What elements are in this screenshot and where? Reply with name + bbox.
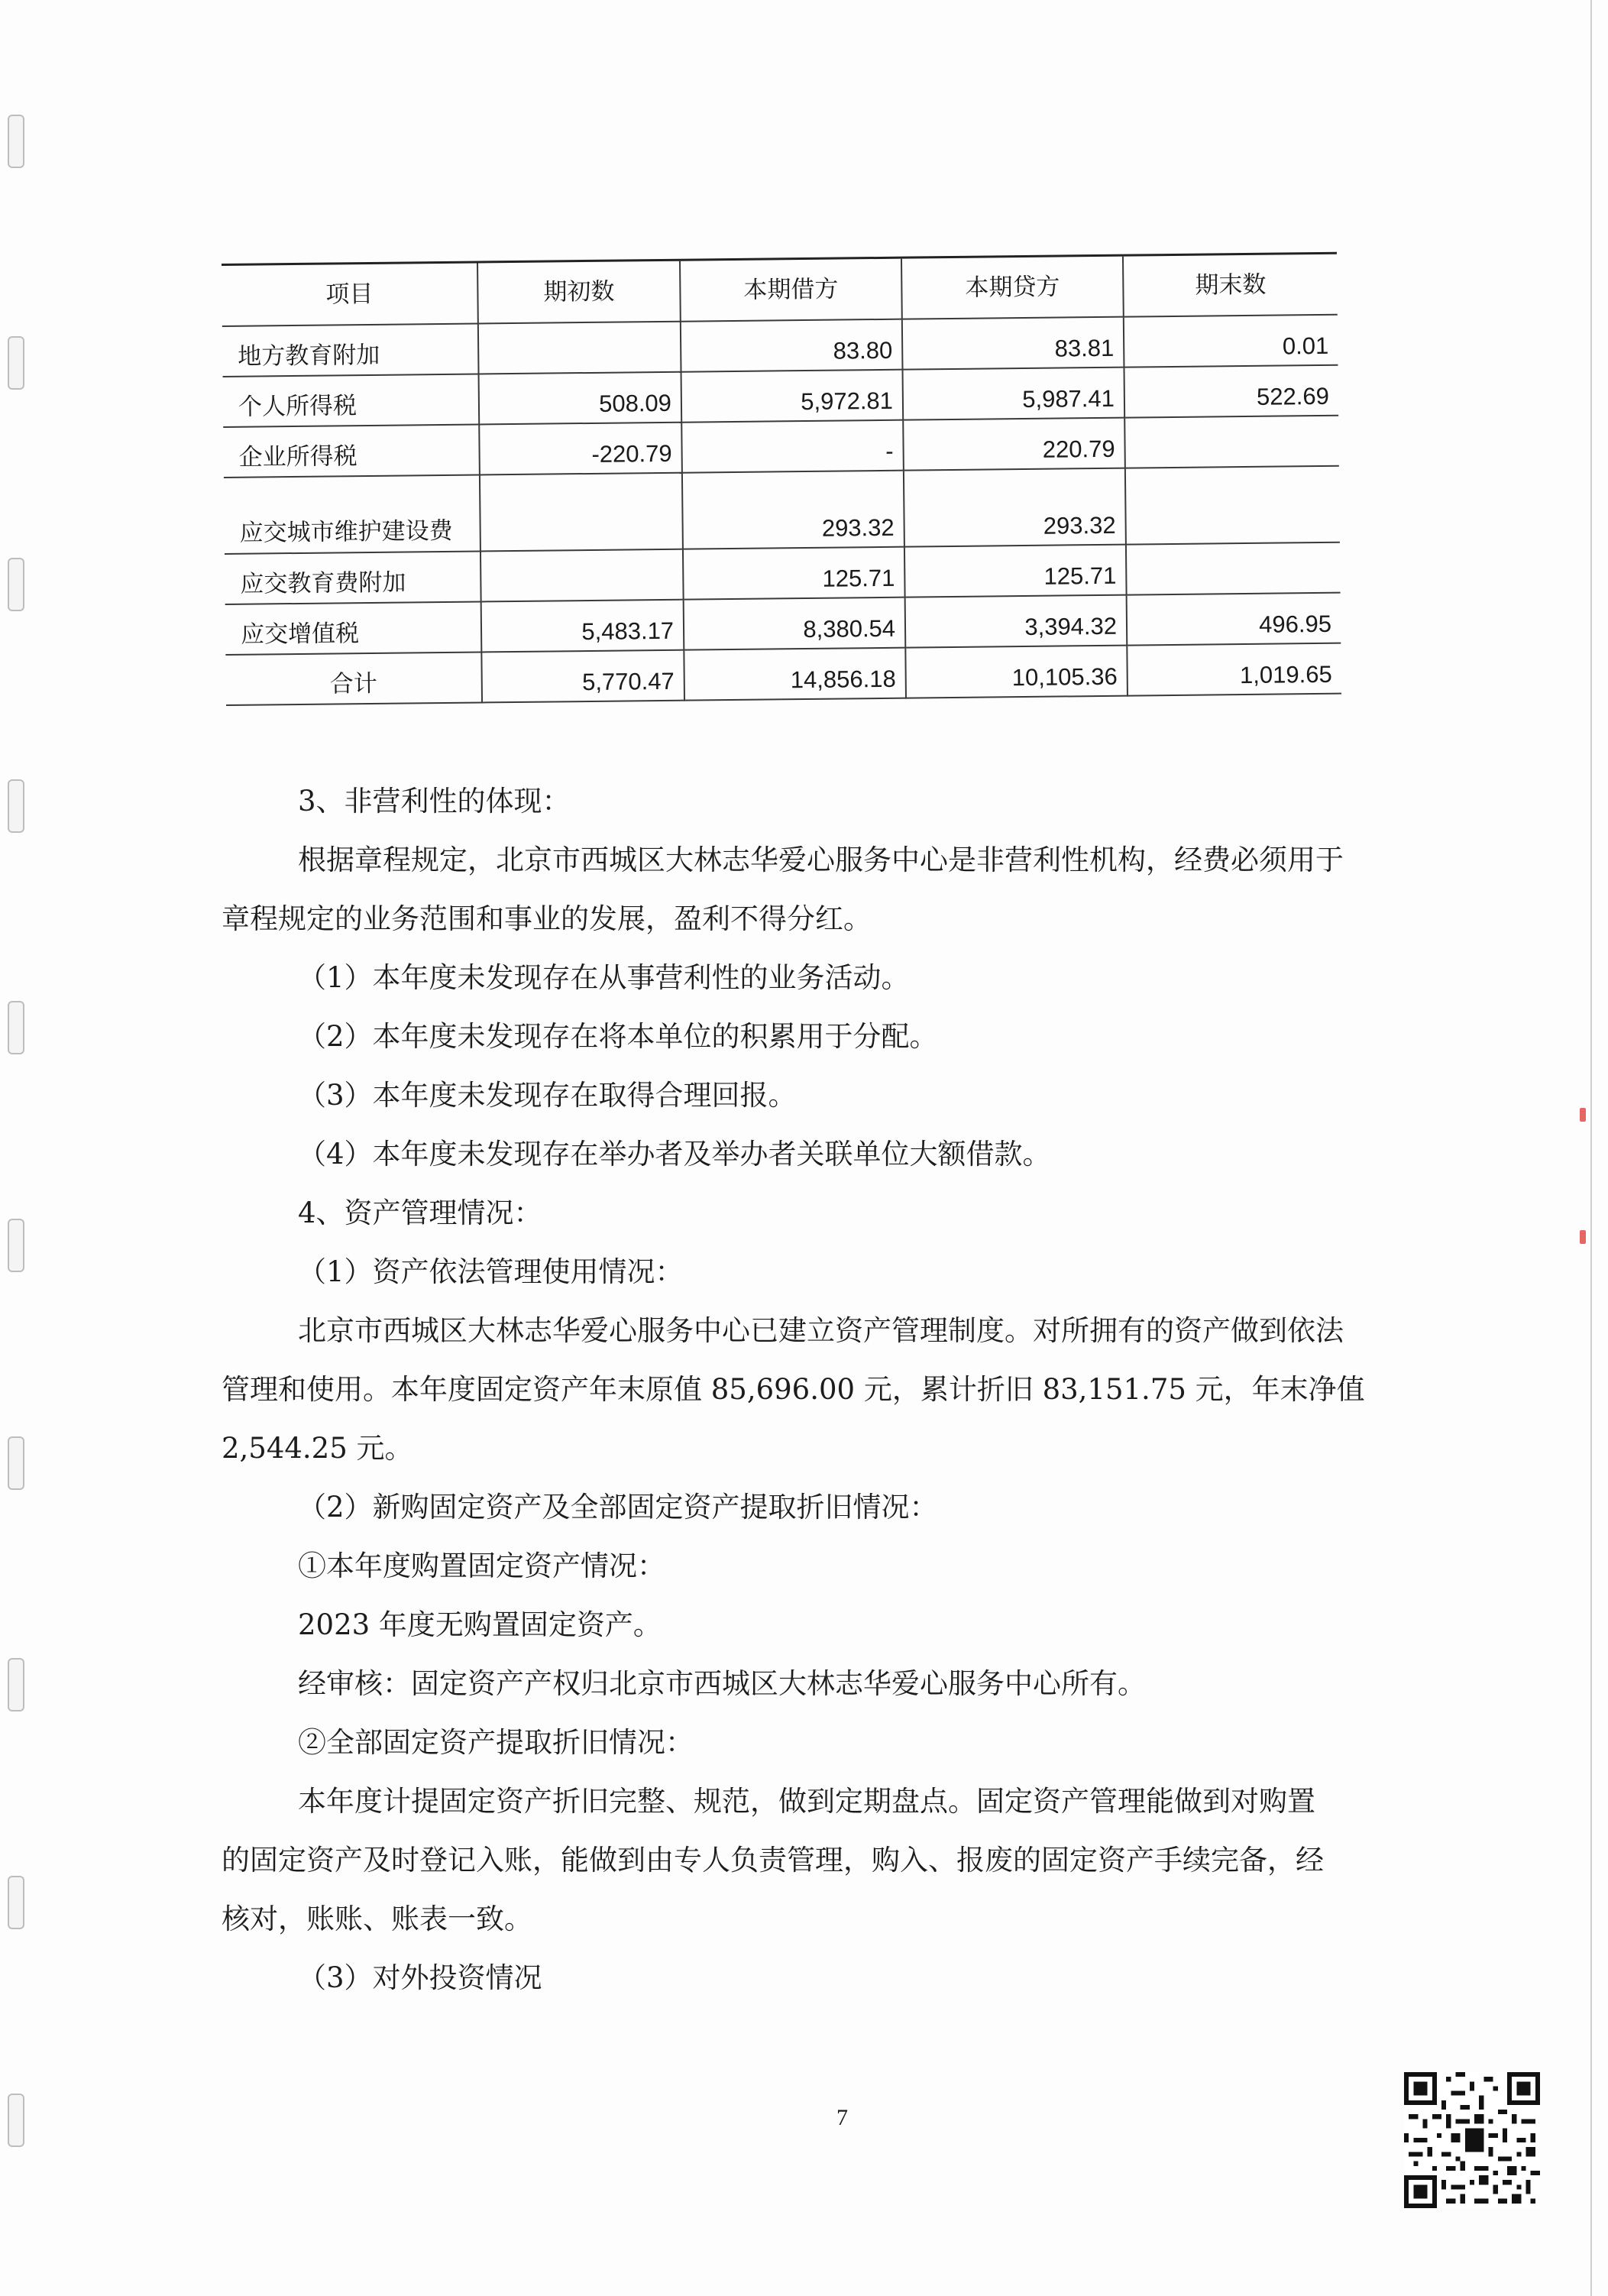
- cell-end: [1125, 465, 1340, 544]
- paragraph-line: 北京市西城区大林志华爱心服务中心已建立资产管理制度。对所拥有的资产做到依法: [298, 1314, 1344, 1347]
- cell-credit: 220.79: [903, 417, 1125, 470]
- subsection-heading: ①本年度购置固定资产情况：: [298, 1550, 665, 1582]
- header-end: 期末数: [1123, 253, 1338, 316]
- binding-hole: [8, 1219, 24, 1272]
- cell-credit: 5,987.41: [902, 367, 1124, 419]
- binding-hole: [8, 2094, 24, 2147]
- cell-begin: [480, 549, 684, 601]
- list-item: （4）本年度未发现存在举办者及举办者关联单位大额借款。: [298, 1138, 1051, 1171]
- cell-debit: 125.71: [683, 546, 905, 599]
- cell-end: [1126, 542, 1341, 594]
- subsection-heading: （2）新购固定资产及全部固定资产提取折旧情况：: [298, 1491, 938, 1524]
- cell-item: 企业所得税: [223, 424, 480, 478]
- cell-end: [1124, 415, 1339, 468]
- table-row: [224, 465, 1340, 553]
- binding-hole: [8, 1001, 24, 1054]
- seal-edge-mark: [1580, 1108, 1586, 1122]
- cell-credit: 3,394.32: [905, 594, 1128, 647]
- cell-begin: [480, 472, 683, 551]
- cell-begin: [478, 321, 681, 374]
- paragraph-line: 根据章程规定，北京市西城区大林志华爱心服务中心是非营利性机构，经费必须用于: [298, 844, 1344, 876]
- cell-item: 个人所得税: [223, 374, 480, 427]
- paragraph-line: 章程规定的业务范围和事业的发展，盈利不得分红。: [222, 902, 872, 935]
- paragraph-line: 经审核：固定资产产权归北京市西城区大林志华爱心服务中心所有。: [298, 1667, 1146, 1700]
- tax-payable-table: [222, 252, 1341, 706]
- qr-code-icon: [1404, 2072, 1540, 2208]
- subsection-heading: ②全部固定资产提取折旧情况：: [298, 1726, 694, 1759]
- paragraph-line: 核对，账账、账表一致。: [222, 1903, 532, 1935]
- paragraph-line: 2023 年度无购置固定资产。: [298, 1608, 662, 1641]
- list-item: （1）本年度未发现存在从事营利性的业务活动。: [298, 961, 910, 994]
- list-item: （3）本年度未发现存在取得合理回报。: [298, 1079, 797, 1112]
- subsection-heading: （3）对外投资情况: [298, 1961, 542, 1994]
- cell-credit: 10,105.36: [905, 645, 1128, 698]
- cell-begin: -220.79: [479, 422, 682, 474]
- cell-item: 合计: [225, 652, 482, 705]
- cell-end: 496.95: [1127, 592, 1341, 645]
- binding-hole: [8, 1436, 24, 1490]
- cell-item: 应交城市维护建设费: [224, 474, 480, 554]
- seal-edge-mark: [1580, 1230, 1586, 1244]
- binding-hole: [8, 336, 24, 390]
- paragraph-line: 本年度计提固定资产折旧完整、规范，做到定期盘点。固定资产管理能做到对购置: [298, 1785, 1315, 1818]
- header-begin: 期初数: [477, 260, 681, 323]
- cell-debit: 293.32: [682, 470, 904, 549]
- header-credit: 本期贷方: [901, 255, 1124, 319]
- table-total-row: [225, 643, 1341, 704]
- page-edge-line: [1590, 0, 1592, 2296]
- subsection-heading: （1）资产依法管理使用情况：: [298, 1255, 684, 1288]
- cell-end: 522.69: [1124, 364, 1338, 417]
- cell-begin: 5,770.47: [481, 649, 684, 702]
- binding-hole: [8, 1658, 24, 1711]
- cell-debit: 83.80: [681, 319, 903, 371]
- binding-hole: [8, 779, 24, 833]
- cell-debit: 5,972.81: [681, 369, 904, 422]
- cell-debit: 8,380.54: [684, 597, 906, 649]
- cell-item: 地方教育附加: [222, 323, 479, 377]
- cell-end: 0.01: [1124, 314, 1338, 367]
- header-debit: 本期借方: [680, 257, 902, 321]
- binding-hole: [8, 115, 24, 168]
- binding-hole: [8, 558, 24, 611]
- section-heading: 4、资产管理情况：: [298, 1197, 542, 1229]
- cell-debit: 14,856.18: [684, 647, 906, 700]
- binding-hole: [8, 1876, 24, 1929]
- list-item: （2）本年度未发现存在将本单位的积累用于分配。: [298, 1020, 938, 1053]
- cell-debit: -: [681, 419, 904, 472]
- cell-item: 应交教育费附加: [225, 551, 481, 604]
- cell-credit: 125.71: [904, 544, 1127, 597]
- section-heading: 3、非营利性的体现：: [298, 785, 571, 818]
- paragraph-line: 管理和使用。本年度固定资产年末原值 85,696.00 元，累计折旧 83,151.75 元，年末净值: [222, 1373, 1365, 1406]
- cell-begin: 5,483.17: [481, 599, 684, 652]
- paragraph-line: 2,544.25 元。: [222, 1432, 413, 1465]
- body-text: [222, 772, 1444, 2007]
- cell-end: 1,019.65: [1127, 643, 1341, 695]
- cell-begin: 508.09: [479, 371, 682, 424]
- header-item: 项目: [222, 262, 478, 326]
- paragraph-line: 的固定资产及时登记入账，能做到由专人负责管理，购入、报废的固定资产手续完备，经: [222, 1844, 1324, 1877]
- page-number: 7: [836, 2105, 848, 2130]
- cell-credit: 83.81: [902, 316, 1124, 369]
- cell-credit: 293.32: [904, 468, 1126, 546]
- cell-item: 应交增值税: [225, 601, 482, 655]
- table-header-row: [222, 253, 1338, 325]
